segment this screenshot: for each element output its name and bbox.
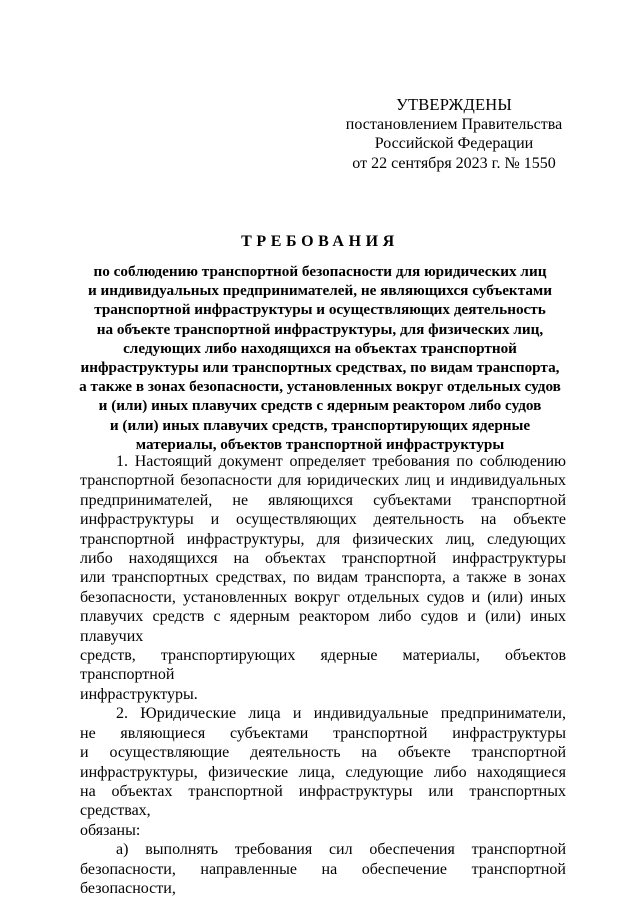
- paragraph-line: инфраструктуры.: [80, 685, 198, 703]
- subtitle-line: следующих либо находящихся на объектах транспортной: [123, 339, 517, 357]
- paragraph-line: на объектах транспортной инфраструктуры или транспортных средствах,: [80, 782, 566, 820]
- subtitle-line: материалы, объектов транспортной инфраструктуры: [135, 435, 505, 453]
- paragraph-line: предпринимателей, не являющихся субъектами транспортной: [80, 491, 566, 509]
- document-title: ТРЕБОВАНИЯ: [241, 233, 399, 250]
- subtitle-line: транспортной инфраструктуры и осуществляющих деятельность: [94, 301, 546, 319]
- paragraph-2a: [80, 840, 566, 898]
- subtitle-line: и (или) иных плавучих средств с ядерным реактором либо судов: [98, 397, 542, 415]
- document-subtitle: [60, 262, 580, 454]
- approval-block: [344, 95, 564, 173]
- paragraph-line: или транспортных средствах, по видам транспорта, а также в зонах: [80, 569, 566, 587]
- paragraph-line: безопасности, установленных вокруг отдельных судов и (или) иных: [80, 588, 566, 606]
- paragraph-2: [80, 704, 566, 840]
- paragraph-line: и осуществляющие деятельность на объекте транспортной: [80, 744, 566, 762]
- subtitle-line: и (или) иных плавучих средств, транспортирующих ядерные: [109, 416, 531, 434]
- subtitle-line: и индивидуальных предпринимателей, не являющихся субъектами: [87, 282, 553, 300]
- paragraph-line: а) выполнять требования сил обеспечения транспортной: [116, 841, 566, 859]
- paragraph-line: не являющиеся субъектами транспортной инфраструктуры: [80, 724, 566, 742]
- paragraph-line: 2. Юридические лица и индивидуальные предприниматели,: [116, 705, 566, 723]
- paragraph-line: транспортной инфраструктуры, для физических лиц, следующих: [80, 530, 566, 548]
- paragraph-line: инфраструктуры, физические лица, следующие либо находящиеся: [80, 763, 566, 781]
- approval-heading: УТВЕРЖДЕНЫ: [396, 95, 512, 114]
- paragraph-line: безопасности, направленные на обеспечение транспортной безопасности,: [80, 860, 566, 897]
- paragraph-line: инфраструктуры и осуществляющих деятельность на объекте: [80, 511, 566, 529]
- subtitle-line: на объекте транспортной инфраструктуры, для физических лиц,: [96, 320, 544, 338]
- approval-line-1: постановлением Правительства: [345, 115, 563, 133]
- paragraph-line: обязаны:: [80, 821, 141, 839]
- subtitle-line: а также в зонах безопасности, установленных вокруг отдельных судов: [79, 378, 561, 396]
- approval-line-3: от 22 сентября 2023 г. № 1550: [352, 154, 556, 172]
- subtitle-line: инфраструктуры или транспортных средствах, по видам транспорта,: [80, 359, 560, 377]
- paragraph-line: либо находящихся на объектах транспортной инфраструктуры: [80, 550, 566, 568]
- paragraph-1: [80, 452, 566, 704]
- paragraph-line: 1. Настоящий документ определяет требования по соблюдению: [116, 453, 566, 470]
- approval-line-2: Российской Федерации: [374, 135, 534, 152]
- subtitle-line: по соблюдению транспортной безопасности для юридических лиц: [93, 263, 547, 280]
- paragraph-line: средств, транспортирующих ядерные материалы, объектов транспортной: [80, 647, 566, 684]
- document-body: [80, 452, 566, 898]
- paragraph-line: транспортной безопасности для юридических лиц и индивидуальных: [80, 472, 566, 490]
- paragraph-line: плавучих средств с ядерным реактором либо судов и (или) иных плавучих: [80, 608, 566, 645]
